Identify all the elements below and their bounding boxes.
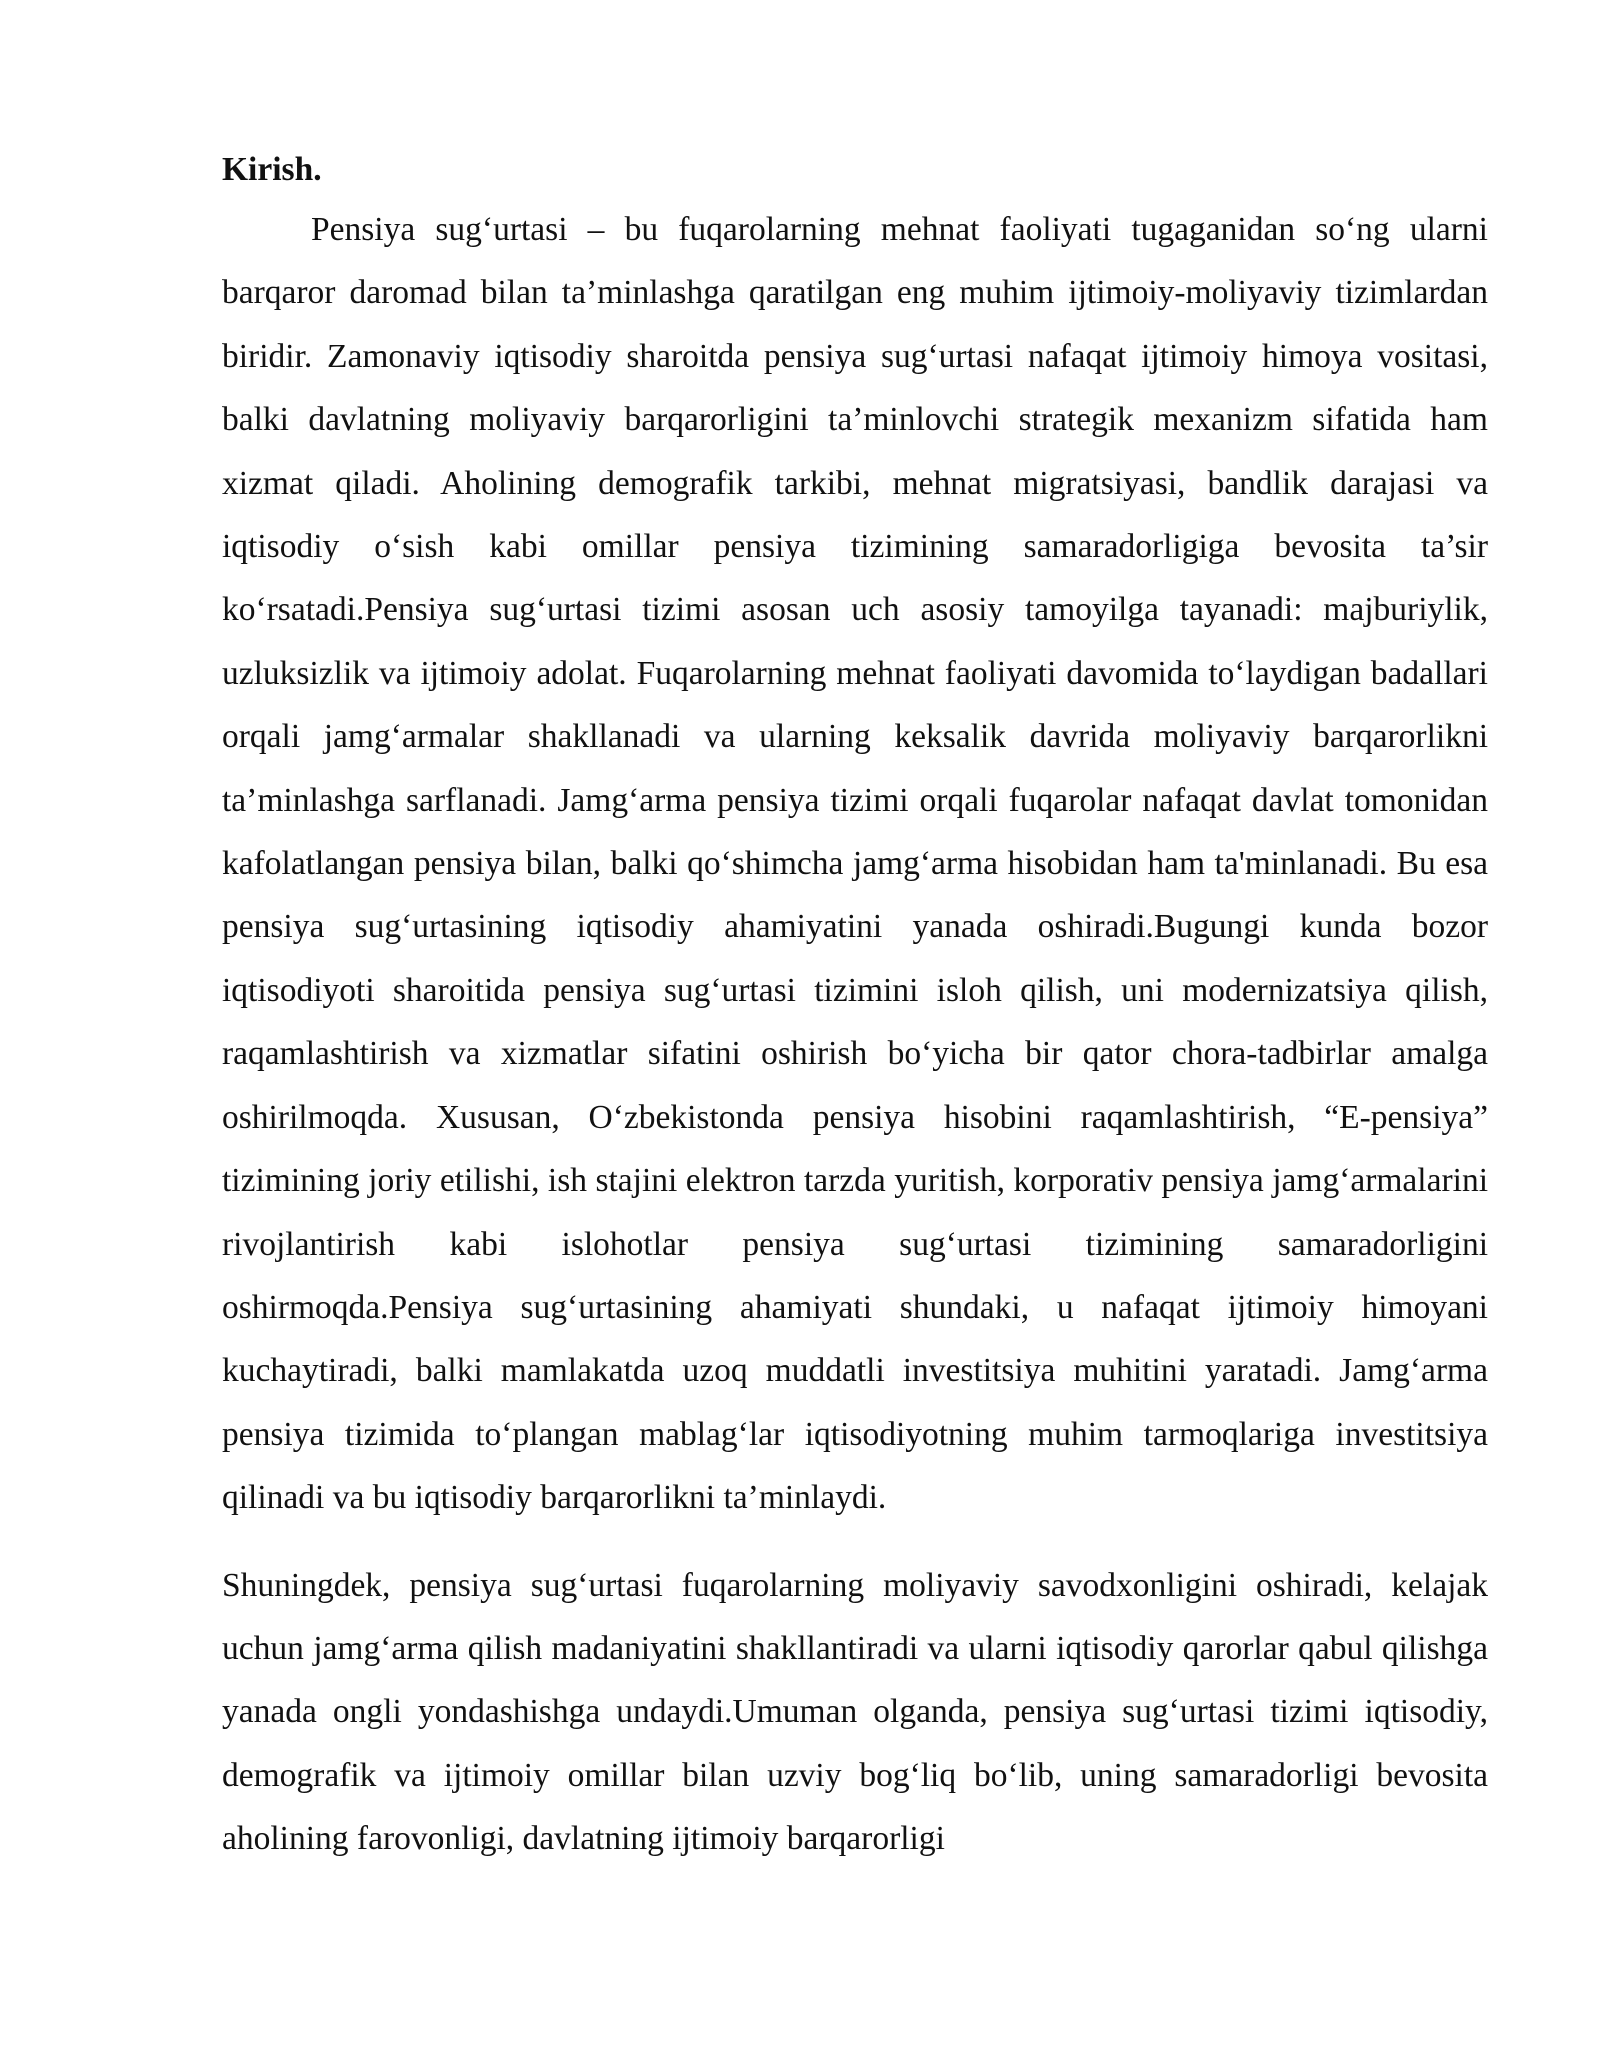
document-body bbox=[222, 148, 1488, 1871]
paragraph-continuation: Shuningdek, pensiya sug‘urtasi fuqarolarning moliyaviy savodxonligini oshiradi, kelajak uchun jamg‘arma qilish madaniyatini shakllantiradi va ularni iqtisodiy qarorlar qabul qilishga yanada ongli yondashishga undaydi.Umuman olganda, pensiya sug‘urtasi tizimi iqtisodiy, demografik va ijtimoiy omillar bilan uzviy bog‘liq bo‘lib, uning samaradorligi bevosita aholining farovonligi, davlatning ijtimoiy barqarorligi bbox=[222, 1566, 1488, 1858]
paragraph-intro: Pensiya sug‘urtasi – bu fuqarolarning mehnat faoliyati tugaganidan so‘ng ularni barqaror daromad bilan ta’minlashga qaratilgan eng muhim ijtimoiy-moliyaviy tizimlardan biridir. Zamonaviy iqtisodiy sharoitda pensiya sug‘urtasi nafaqat ijtimoiy himoya vositasi, balki davlatning moliyaviy barqarorligini ta’minlovchi strategik mexanizm sifatida ham xizmat qiladi. Aholining demografik tarkibi, mehnat migratsiyasi, bandlik darajasi va iqtisodiy o‘sish kabi omillar pensiya tizimining samaradorligiga bevosita ta’sir ko‘rsatadi.Pensiya sug‘urtasi tizimi asosan uch asosiy tamoyilga tayanadi: majburiylik, uzluksizlik va ijtimoiy adolat. Fuqarolarning mehnat faoliyati davomida to‘laydigan badallari orqali jamg‘armalar shakllanadi va ularning keksalik davrida moliyaviy barqarorlikni ta’minlashga sarflanadi. Jamg‘arma pensiya tizimi orqali fuqarolar nafaqat davlat tomonidan kafolatlangan pensiya bilan, balki qo‘shimcha jamg‘arma hisobidan ham ta'minlanadi. Bu esa pensiya sug‘urtasining iqtisodiy ahamiyatini yanada oshiradi.Bugungi kunda bozor iqtisodiyoti sharoitida pensiya sug‘urtasi tizimini isloh qilish, uni modernizatsiya qilish, raqamlashtirish va xizmatlar sifatini oshirish bo‘yicha bir qator chora-tadbirlar amalga oshirilmoqda. Xususan, O‘zbekistonda pensiya hisobini raqamlashtirish, “E-pensiya” tizimining joriy etilishi, ish stajini elektron tarzda yuritish, korporativ pensiya jamg‘armalarini rivojlantirish kabi islohotlar pensiya sug‘urtasi tizimining samaradorligini oshirmoqda.Pensiya sug‘urtasining ahamiyati shundaki, u nafaqat ijtimoiy himoyani kuchaytiradi, balki mamlakatda uzoq muddatli investitsiya muhitini yaratadi. Jamg‘arma pensiya tizimida to‘plangan mablag‘lar iqtisodiyotning muhim tarmoqlariga investitsiya qilinadi va bu iqtisodiy barqarorlikni ta’minlaydi. bbox=[222, 211, 1488, 1517]
section-heading: Kirish. bbox=[222, 151, 322, 188]
